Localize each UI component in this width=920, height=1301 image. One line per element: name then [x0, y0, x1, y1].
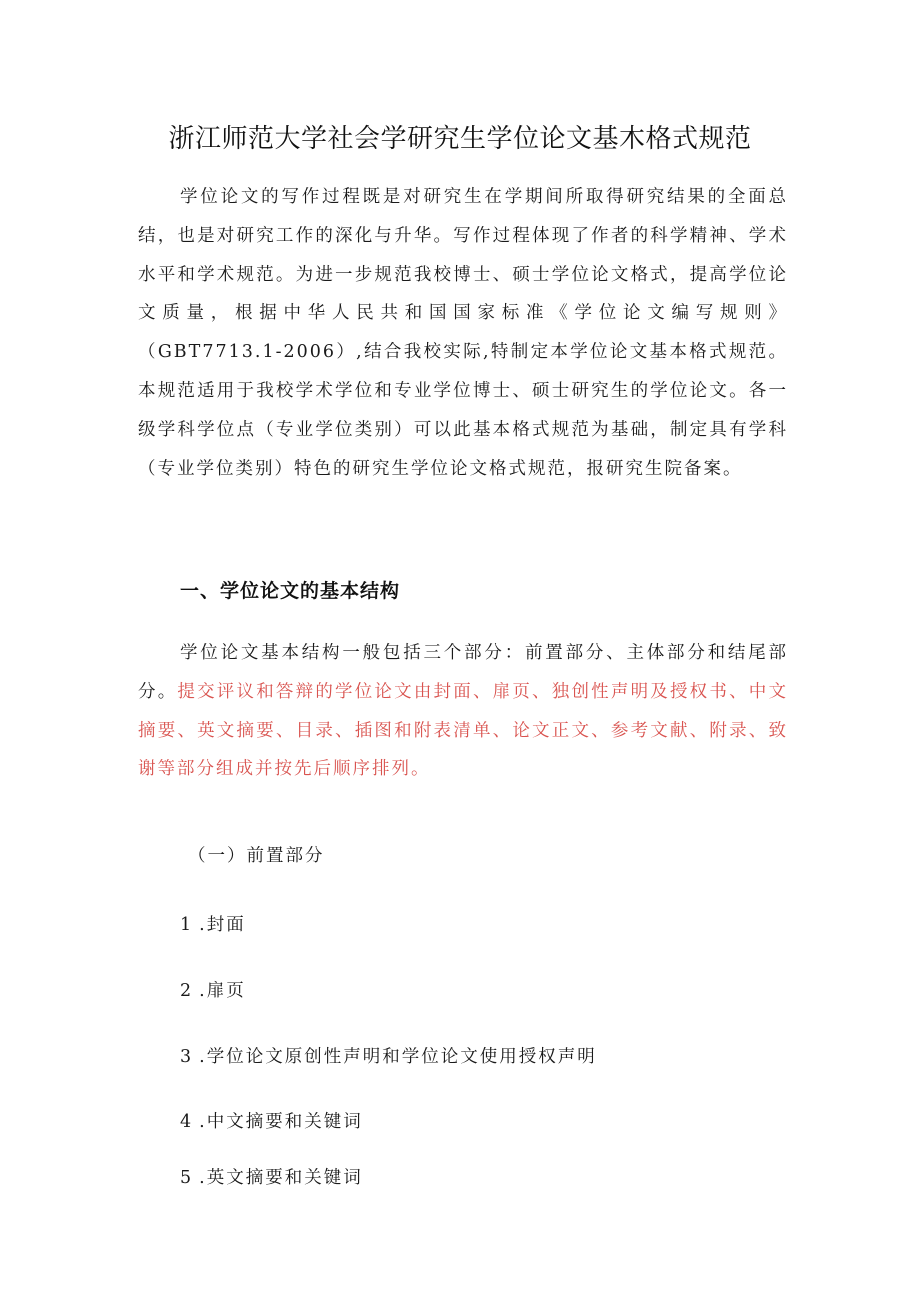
section-heading: 一、学位论文的基本结构 [180, 580, 401, 602]
structure-text: 学位论文基本结构一般包括三个部分：前置部分、主体部分和结尾部分。 [138, 643, 788, 702]
list-item-number: 3 [180, 1047, 192, 1067]
list-item-text: .中文摘要和关键词 [199, 1112, 363, 1132]
list-item-number: 1 [180, 915, 192, 935]
list-item [180, 911, 246, 936]
list-item-number: 2 [180, 981, 192, 1001]
intro-paragraph: 学位论文的写作过程既是对研究生在学期间所取得研究结果的全面总结，也是对研究工作的深化与升华。写作过程体现了作者的科学精神、学术水平和学术规范。为进一步规范我校博士、硕士学位论文格式，提高学位论文质量，根据中华人民共和国国家标准《学位论文编写规则》（GBT7713.1-2006）,结合我校实际,特制定本学位论文基本格式规范。本规范适用于我校学术学位和专业学位博士、硕士研究生的学位论文。各一级学科学位点（专业学位类别）可以此基本格式规范为基础，制定具有学科（专业学位类别）特色的研究生学位论文格式规范，报研究生院备案。 [138, 187, 788, 479]
list-item-text: .封面 [199, 915, 246, 935]
subsection-heading: （一）前置部分 [188, 846, 325, 866]
list-item [180, 977, 246, 1002]
list-item [180, 1164, 363, 1189]
structure-paragraph [138, 634, 788, 789]
list-item [180, 1043, 597, 1068]
document-title: 浙江师范大学社会学研究生学位论文基木格式规范 [168, 124, 752, 154]
list-item-number: 5 [180, 1168, 192, 1188]
list-item-text: .英文摘要和关键词 [199, 1168, 363, 1188]
list-item [180, 1108, 363, 1133]
list-item-number: 4 [180, 1112, 192, 1132]
list-item-text: .扉页 [199, 981, 246, 1001]
list-item-text: .学位论文原创性声明和学位论文使用授权声明 [199, 1047, 597, 1067]
structure-text-highlighted: 提交评议和答辩的学位论文由封面、扉页、独创性声明及授权书、中文摘要、英文摘要、目录、插图和附表清单、论文正文、参考文献、附录、致谢等部分组成并按先后顺序排列。 [138, 681, 788, 780]
